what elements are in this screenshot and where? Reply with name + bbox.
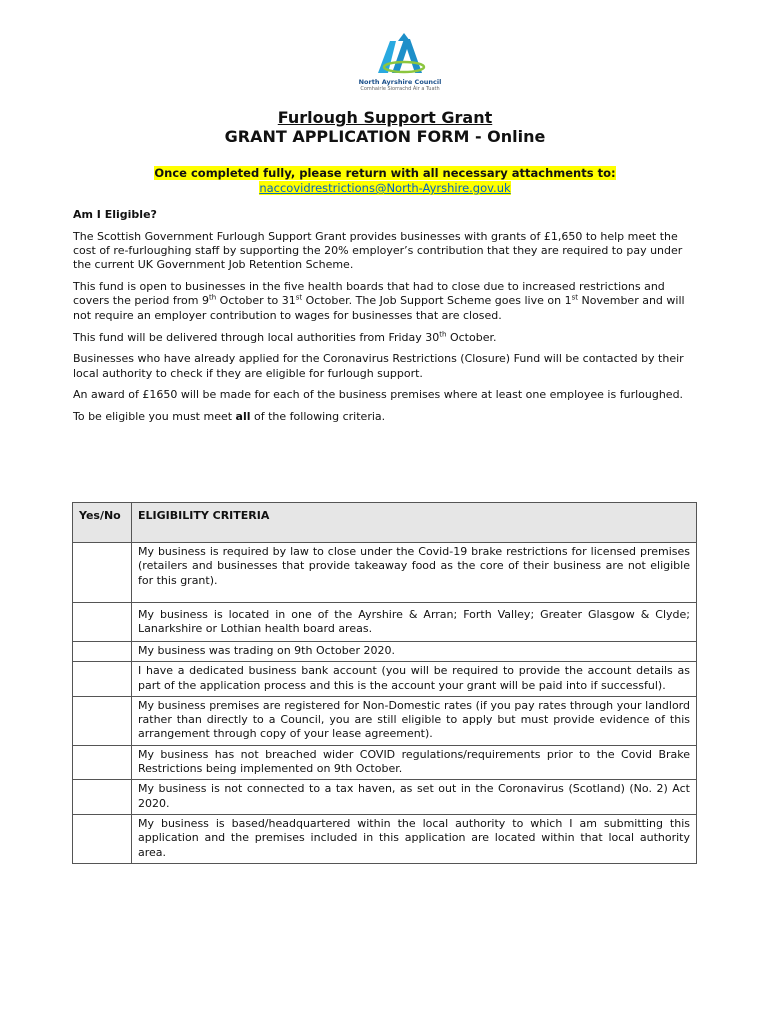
eligibility-table [72, 502, 697, 864]
yes-no-cell[interactable] [73, 745, 132, 780]
yes-no-cell[interactable] [73, 814, 132, 863]
logo-name: North Ayrshire Council [358, 78, 442, 86]
table-row [73, 780, 697, 815]
logo-mark-icon [370, 33, 430, 77]
col-criteria: ELIGIBILITY CRITERIA [132, 503, 697, 543]
table-row [73, 642, 697, 662]
col-yes-no: Yes/No [73, 503, 132, 543]
return-note [0, 166, 770, 180]
paragraph-award: An award of £1650 will be made for each of the business premises where at least one employee is furloughed. [73, 388, 684, 402]
criteria-cell: My business was trading on 9th October 2020. [132, 642, 697, 662]
table-row [73, 662, 697, 697]
criteria-cell: My business has not breached wider COVID regulations/requirements prior to the Covid Brake Restrictions being implemented on 9th October. [132, 745, 697, 780]
yes-no-cell[interactable] [73, 603, 132, 642]
yes-no-cell[interactable] [73, 543, 132, 603]
criteria-cell: My business is not connected to a tax haven, as set out in the Coronavirus (Scotland) (No. 2) Act 2020. [132, 780, 697, 815]
table-row [73, 696, 697, 745]
criteria-cell: My business is located in one of the Ayrshire & Arran; Forth Valley; Greater Glasgow & Clyde; Lanarkshire or Lothian health board areas. [132, 603, 697, 642]
table-row [73, 745, 697, 780]
paragraph-grant: The Scottish Government Furlough Support Grant provides businesses with grants of £1,650 to help meet the cost of re-furloughing staff by supporting the 20% employer’s contribution that they are required to pay under the current UK Government Job Retention Scheme. [73, 229, 683, 272]
table-row [73, 603, 697, 642]
paragraph-fund-period: This fund is open to businesses in the five health boards that had to close due to increased restrictions and covers the period from 9th October to 31st October. The Job Support Scheme goes live on 1st November and will not require an employer contribution to wages for businesses that are closed. [73, 280, 685, 322]
email-line [0, 181, 770, 195]
form-subtitle: GRANT APPLICATION FORM - Online [224, 127, 546, 146]
form-title: Furlough Support Grant [277, 108, 493, 127]
logo-subtitle: Comhairle Siorrachd Àir a Tuath [360, 86, 440, 92]
yes-no-cell[interactable] [73, 696, 132, 745]
table-header [73, 503, 697, 543]
eligibility-intro [73, 208, 695, 432]
criteria-cell: My business is based/headquartered within the local authority to which I am submitting this application and the premises included in this application are located within that local authority area. [132, 814, 697, 863]
email-link[interactable]: naccovidrestrictions@North-Ayrshire.gov.uk [259, 181, 511, 195]
paragraph-prior-applicants: Businesses who have already applied for the Coronavirus Restrictions (Closure) Fund will be contacted by their local authority to check if they are eligible for furlough support. [73, 352, 684, 380]
criteria-cell: I have a dedicated business bank account (you will be required to provide the account details as part of the application process and this is the account your grant will be paid into if successful). [132, 662, 697, 697]
yes-no-cell[interactable] [73, 642, 132, 662]
return-note-text: Once completed fully, please return with all necessary attachments to: [154, 166, 616, 180]
paragraph-criteria-intro: To be eligible you must meet all of the following criteria. [73, 410, 386, 424]
table-row [73, 543, 697, 603]
criteria-cell: My business is required by law to close under the Covid-19 brake restrictions for licensed premises (retailers and businesses that provide takeaway food as the core of their business are not eligible for this grant). [132, 543, 697, 603]
criteria-cell: My business premises are registered for Non-Domestic rates (if you pay rates through your landlord rather than directly to a Council, you are still eligible to apply but must provide evidence of this arrangement through copy of your lease agreement). [132, 696, 697, 745]
table-row [73, 814, 697, 863]
council-logo [355, 33, 445, 103]
yes-no-cell[interactable] [73, 662, 132, 697]
eligibility-heading: Am I Eligible? [73, 208, 157, 221]
yes-no-cell[interactable] [73, 780, 132, 815]
paragraph-delivery: This fund will be delivered through local authorities from Friday 30th October. [73, 329, 497, 344]
